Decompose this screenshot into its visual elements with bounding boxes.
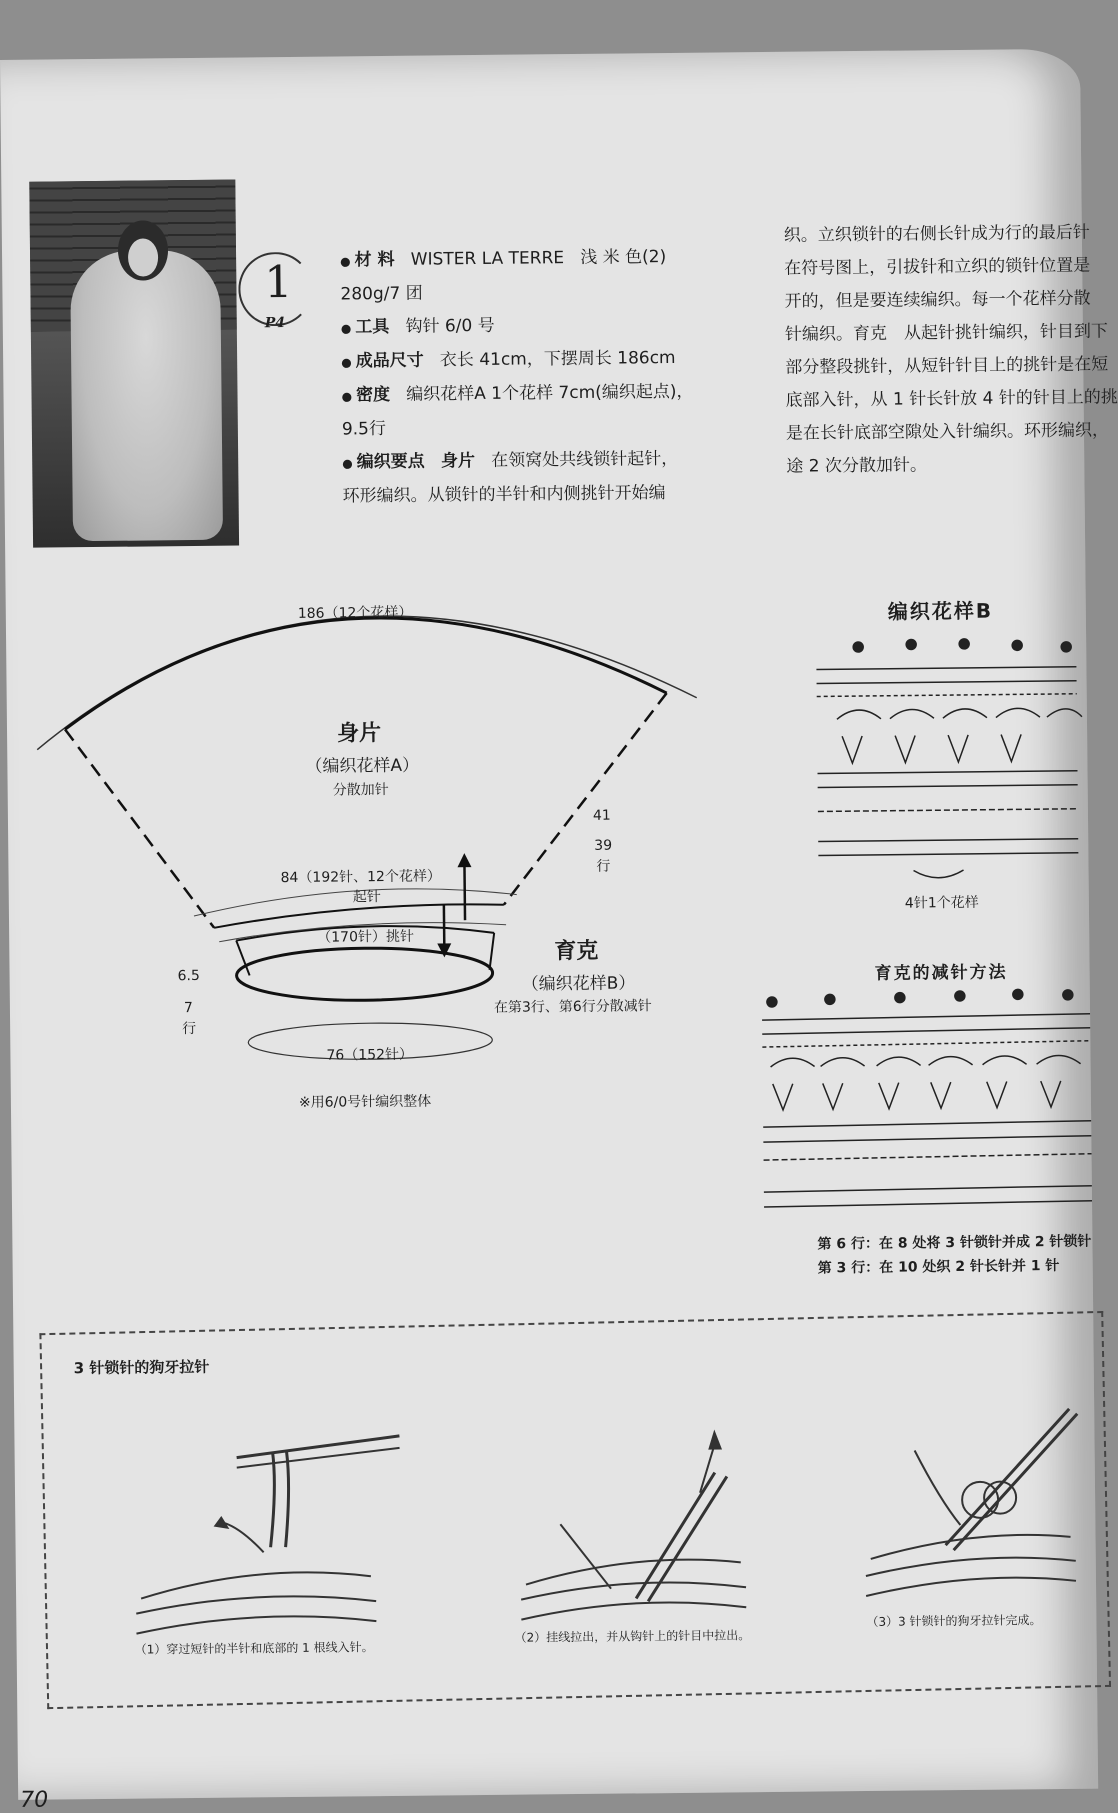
points-line2: 环形编织。从锁针的半针和内侧挑针开始编 (342, 476, 742, 513)
neck-measure: 76（152针） (326, 1044, 413, 1065)
material-weight: 280g/7 团 (340, 274, 740, 311)
continued-line: 织。立织锁针的右侧长针成为行的最后针 (784, 216, 1118, 253)
pattern-b-title: 编织花样B (888, 595, 994, 625)
pattern-b-repeat-note: 4针1个花样 (905, 892, 979, 913)
side-rows-b: 行 (596, 856, 610, 876)
side-right (502, 693, 669, 905)
gauge-label: 密度 (356, 385, 390, 405)
points-label: 编织要点 (357, 452, 425, 473)
side-rows-a: 39 (594, 838, 612, 854)
hook-note: ※用6/0号针编织整体 (299, 1091, 431, 1112)
continued-line: 针编织。育克 从起针挑针编织，针目到下 (785, 315, 1118, 352)
points-line1: 在领窝处共线锁针起针， (491, 449, 678, 471)
chart-b-picots (853, 638, 1071, 654)
continued-line: 开的，但是要连续编织。每一个花样分散 (784, 282, 1118, 319)
decrease-row3: 第 3 行：在 10 处织 2 针长针并 1 针 (818, 1255, 1060, 1278)
continued-line: 是在长针底部空隙处入针编织。环形编织， (786, 414, 1118, 451)
gauge-rows: 9.5行 (342, 409, 742, 446)
yoke-pattern: （编织花样B） (522, 968, 636, 994)
continued-line: 在符号图上，引拔针和立织的锁针位置是 (784, 249, 1118, 286)
arrow-up (464, 863, 465, 920)
body-pattern: （编织花样A） (305, 751, 419, 777)
spec-block: ● 材 料 WISTER LA TERRE 浅 米 色(2) 280g/7 团 ● 工具 钩针 6/0 号 ● 成品尺寸 衣长 41cm，下摆周长 186cm ● 密度 编织花样A 1个花样 7cm(编织起点)， 9.5行 ● 编织要点 身片 在领窝处共线锁针起针， 环形编织。从锁针的半针和内侧挑针开始编 (340, 240, 743, 513)
material-value: WISTER LA TERRE (411, 248, 565, 270)
body-title: 身片 (337, 716, 381, 747)
book-page (0, 49, 1098, 1800)
neck-edge (236, 947, 493, 1002)
yoke-rows-a: 7 (184, 1000, 193, 1016)
continued-line: 底部入针，从 1 针长针放 4 针的针目上的挑 (785, 381, 1118, 418)
arrow-up-head (457, 853, 471, 867)
tool-value: 钩针 6/0 号 (405, 316, 494, 337)
continued-line: 部分整段挑针，从短针针目上的挑针是在短 (785, 348, 1118, 385)
tool-label: 工具 (355, 317, 389, 337)
picot-step1-caption: （1）穿过短针的半针和底部的 1 根线入针。 (135, 1638, 374, 1658)
yoke-note: 在第3行、第6行分散减针 (494, 995, 652, 1017)
material-label: 材 料 (354, 250, 394, 270)
pattern-b-chart (816, 638, 1083, 879)
side-length: 41 (593, 808, 611, 824)
yoke-title: 育克 (554, 934, 598, 965)
chart-b-row-top (816, 667, 1076, 684)
points-body-label: 身片 (441, 451, 475, 471)
continued-line: 途 2 次分散加针。 (786, 447, 1118, 484)
page-number: 70 (20, 1788, 48, 1813)
start-measure: 84（192针、12个花样） (280, 865, 441, 887)
hem-edge (64, 615, 667, 729)
start-note: 起针 (353, 886, 381, 906)
picot-step3-caption: （3）3 针锁针的狗牙拉针完成。 (866, 1611, 1041, 1630)
start-edge (214, 904, 504, 928)
decrease-chart (762, 989, 1098, 1208)
top-measure: 186（12个花样） (298, 602, 413, 623)
material-color: 浅 米 色(2) (580, 247, 666, 268)
gauge-value: 编织花样A 1个花样 7cm(编织起点)， (406, 382, 693, 405)
pattern-page-ref: P4 (265, 315, 285, 331)
picot-step2-caption: （2）挂线拉出，并从钩针上的针目中拉出。 (514, 1626, 750, 1645)
pickup-label: （170针）挑针 (317, 926, 414, 947)
yoke-length: 6.5 (178, 968, 200, 984)
pattern-number: 1 (264, 257, 293, 308)
decrease-row6: 第 6 行：在 8 处将 3 针锁针并成 2 针锁针 (817, 1231, 1091, 1254)
side-left (65, 728, 214, 930)
decrease-title: 育克的减针方法 (874, 957, 1007, 983)
size-value: 衣长 41cm，下摆周长 186cm (440, 348, 676, 370)
picot-title: 3 针锁针的狗牙拉针 (74, 1356, 210, 1378)
body-note: 分散加针 (333, 779, 389, 800)
yoke-side-right (489, 933, 494, 970)
yoke-rows-b: 行 (182, 1018, 196, 1038)
size-label: 成品尺寸 (356, 351, 424, 372)
